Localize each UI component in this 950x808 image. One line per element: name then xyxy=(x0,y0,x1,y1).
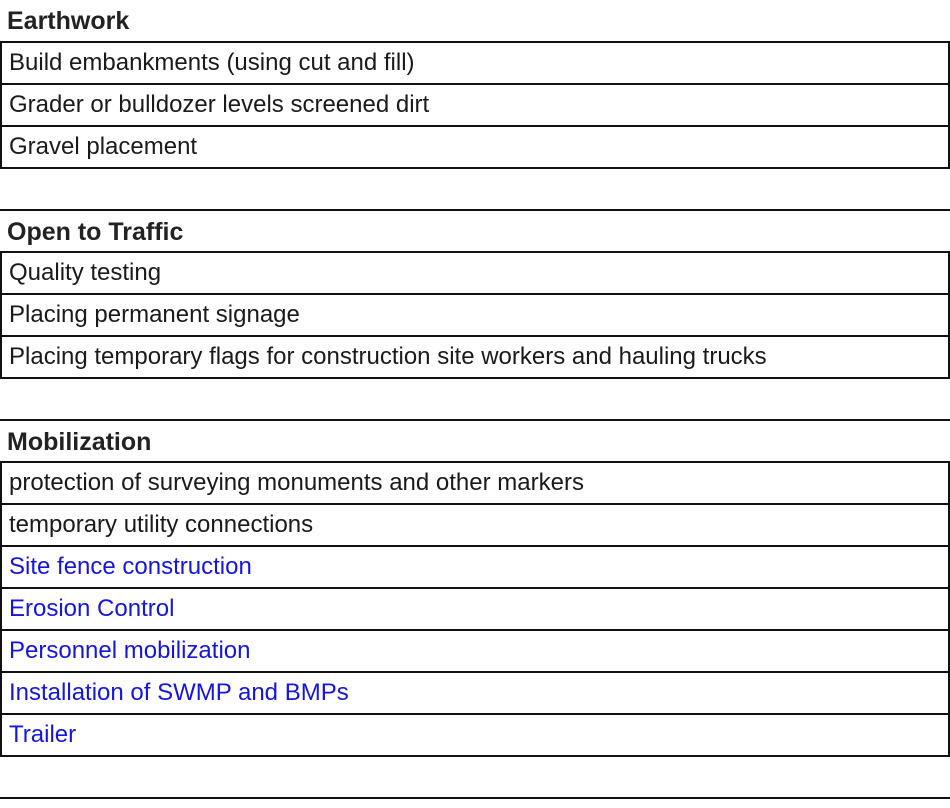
list-item: Build embankments (using cut and fill) xyxy=(0,43,950,85)
list-item: protection of surveying monuments and other markers xyxy=(0,463,950,505)
list-item: Grader or bulldozer levels screened dirt xyxy=(0,85,950,127)
list-item: Placing permanent signage xyxy=(0,295,950,337)
erosion-control-link[interactable]: Erosion Control xyxy=(9,595,175,622)
list-item-link[interactable] xyxy=(0,631,950,673)
section-divider xyxy=(0,379,950,421)
section-earthwork xyxy=(0,0,950,211)
swmp-bmps-link[interactable]: Installation of SWMP and BMPs xyxy=(9,679,349,706)
site-fence-construction-link[interactable]: Site fence construction xyxy=(9,553,252,580)
list-item-link[interactable] xyxy=(0,715,950,757)
section-title-mobilization: Mobilization xyxy=(0,421,950,463)
section-title-earthwork: Earthwork xyxy=(0,0,950,43)
earthwork-list xyxy=(0,43,950,169)
list-item: Quality testing xyxy=(0,253,950,295)
list-item-link[interactable] xyxy=(0,547,950,589)
list-item: Placing temporary flags for construction site workers and hauling trucks xyxy=(0,337,950,379)
list-item-link[interactable] xyxy=(0,673,950,715)
section-open-to-traffic xyxy=(0,211,950,421)
section-title-open-to-traffic: Open to Traffic xyxy=(0,211,950,253)
list-item: temporary utility connections xyxy=(0,505,950,547)
list-item-link[interactable] xyxy=(0,589,950,631)
section-mobilization xyxy=(0,421,950,799)
section-divider xyxy=(0,757,950,799)
list-item: Gravel placement xyxy=(0,127,950,169)
personnel-mobilization-link[interactable]: Personnel mobilization xyxy=(9,637,251,664)
trailer-link[interactable]: Trailer xyxy=(9,721,77,748)
mobilization-list xyxy=(0,463,950,757)
section-divider xyxy=(0,169,950,211)
open-to-traffic-list xyxy=(0,253,950,379)
